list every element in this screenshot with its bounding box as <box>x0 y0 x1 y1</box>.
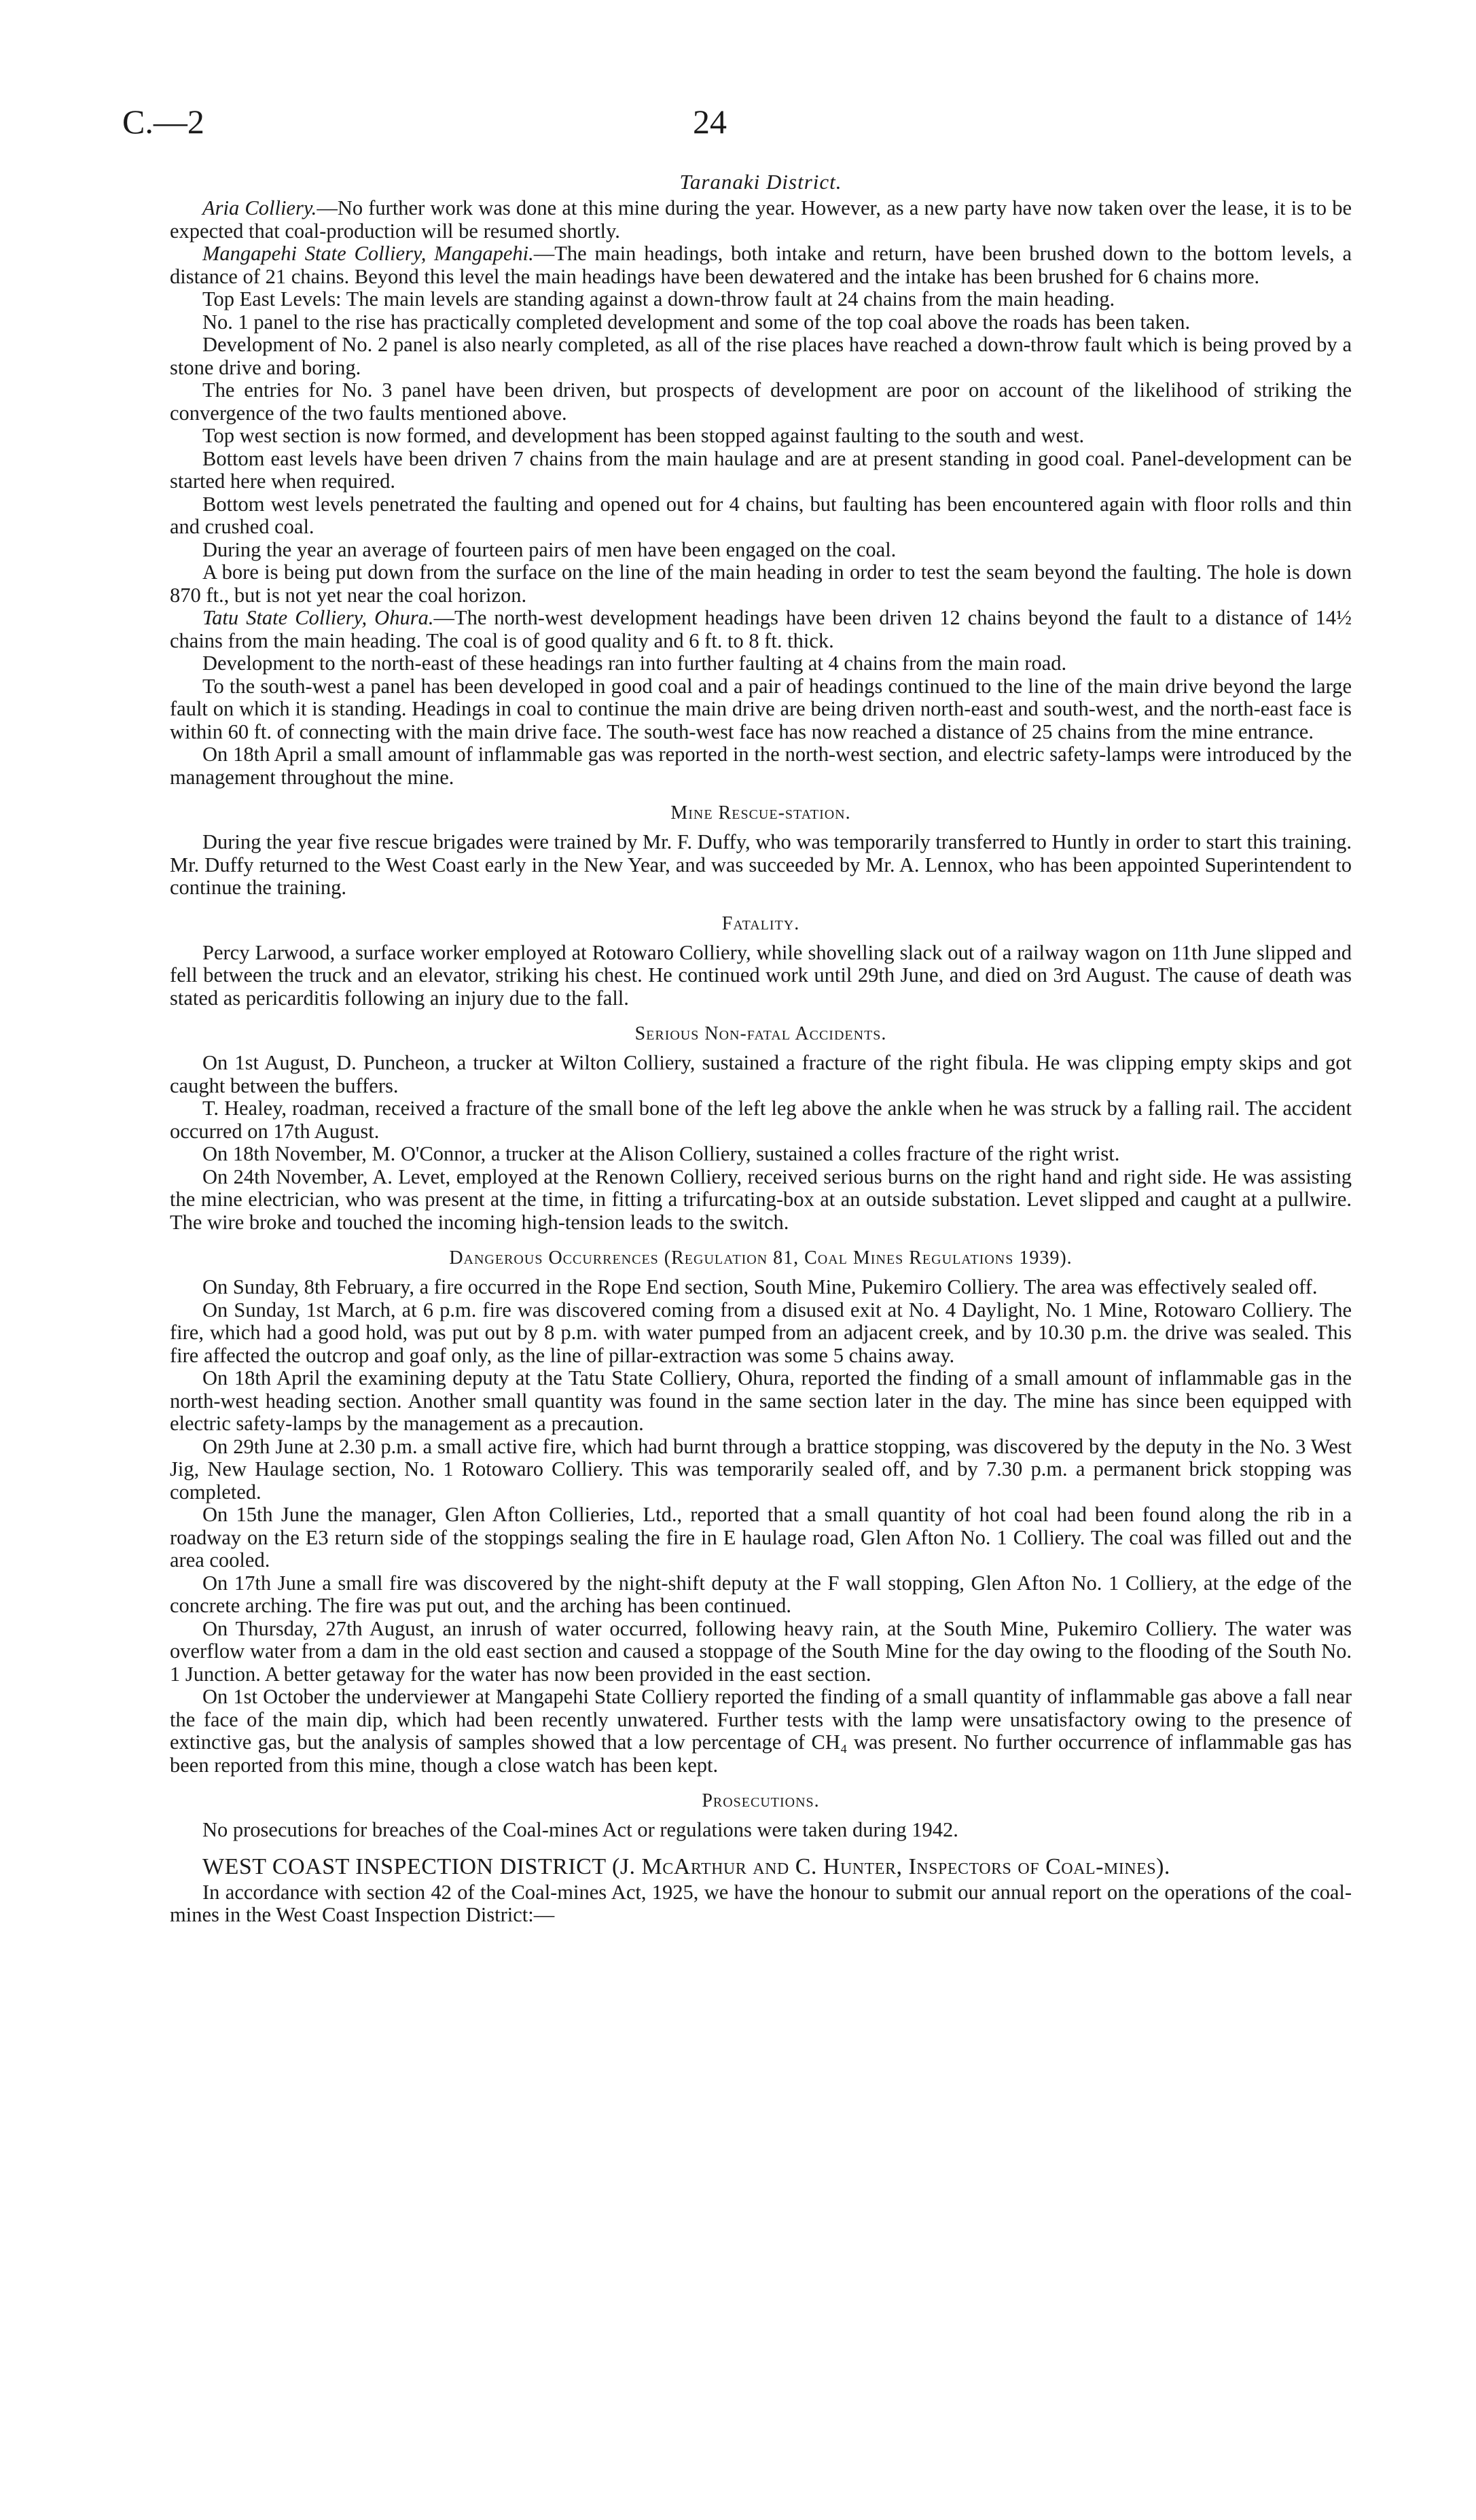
west-coast-section <box>170 1881 1352 1927</box>
west-coast-heading-main: WEST COAST INSPECTION DISTRICT <box>202 1853 606 1879</box>
paragraph-text: No prosecutions for breaches of the Coal-mines Act or regulations were taken during 1942. <box>202 1818 958 1841</box>
paragraph-text: In accordance with section 42 of the Coal-mines Act, 1925, we have the honour to submit our annual report on the operations of the coal-mines in the West Coast Inspection District:— <box>170 1880 1352 1926</box>
paragraph-text: On 1st August, D. Puncheon, a trucker at Wilton Colliery, sustained a fracture of the right fibula. He was clipping empty skips and got caught between the buffers. <box>170 1051 1352 1097</box>
paragraph-text: On 18th April a small amount of inflammable gas was reported in the north-west section, and electric safety-lamps were introduced by the management throughout the mine. <box>170 743 1352 789</box>
paragraph <box>170 425 1352 448</box>
paragraph-text: On 24th November, A. Levet, employed at the Renown Colliery, received serious burns on the right hand and right side. He was assisting the mine electrician, who was present at the time, in fitting a trifurcating-box at an outside substation. Levet slipped and caught at a pullwire. The wire broke and touched the incoming high-tension leads to the switch. <box>170 1165 1352 1234</box>
section-heading-west-coast <box>170 1854 1352 1880</box>
paragraph-text: —No further work was done at this mine during the year. However, as a new party have now taken over the lease, it is to be expected that coal-production will be resumed shortly. <box>170 196 1352 243</box>
paragraph <box>170 243 1352 288</box>
paragraph-text: —The main headings, both intake and return, have been brushed down to the bottom levels, a distance of 21 chains. Beyond this level the main headings have been dewatered and the intake has been brushed for 6 chains more. <box>170 242 1352 288</box>
paragraph <box>170 197 1352 243</box>
paragraph-text: —The north-west development headings have been driven 12 chains beyond the fault to a distance of 14½ chains from the main heading. The coal is of good quality and 6 ft. to 8 ft. thick. <box>170 606 1352 652</box>
paragraph <box>170 561 1352 607</box>
running-header <box>0 102 1476 149</box>
paragraph-lead: Mangapehi State Colliery, Mangapehi. <box>202 242 534 265</box>
paragraph <box>170 1097 1352 1143</box>
paragraph <box>170 1143 1352 1166</box>
paragraph-text: On Sunday, 1st March, at 6 p.m. fire was discovered coming from a disused exit at No. 4 Daylight, No. 1 Mine, Rotowaro Colliery. The fire, which had a good hold, was put out by 8 p.m. with water pumped from an adjacent creek, and by 10.30 p.m. the drive was sealed. This fire affected the outcrop and goaf only, as the line of pillar-extraction was some 5 chains away. <box>170 1298 1352 1367</box>
paragraph <box>170 675 1352 744</box>
paragraph <box>170 1504 1352 1572</box>
paragraph <box>170 539 1352 562</box>
paragraph <box>170 1686 1352 1777</box>
paragraph-text: On 18th November, M. O'Connor, a trucker at the Alison Colliery, sustained a colles fracture of the right wrist. <box>202 1142 1120 1165</box>
paragraph <box>170 288 1352 311</box>
paragraph <box>170 1052 1352 1097</box>
paragraph-text: To the south-west a panel has been developed in good coal and a pair of headings continued to the line of the main drive beyond the large fault on which it is standing. Headings in coal to continue the main drive are being driven north-east and south-west, and the north-east face is within 60 ft. of connecting with the main drive face. The south-west face has now reached a distance of 25 chains from the mine entrance. <box>170 674 1352 743</box>
dangerous-occurrences-section <box>170 1276 1352 1777</box>
paragraph <box>170 1299 1352 1368</box>
paragraph <box>170 1881 1352 1927</box>
paragraph <box>170 1436 1352 1504</box>
paragraph-text: On 1st October the underviewer at Mangapehi State Colliery reported the finding of a small quantity of inflammable gas above a fall near the face of the main dip, which had been recently unwatered. Further tests with the lamp were unsatisfactory owing to the presence of extinctive gas, but the analysis of samples showed that a low percentage of CH₄ was present. No further occurrence of inflammable gas has been reported from this mine, though a close watch has been kept. <box>170 1685 1352 1777</box>
paragraph-text: Top East Levels: The main levels are standing against a down-throw fault at 24 chains from the main heading. <box>202 287 1115 310</box>
page-body <box>170 170 1352 1927</box>
paragraph-text: On 18th April the examining deputy at the Tatu State Colliery, Ohura, reported the finding of a small amount of inflammable gas in the north-west heading section. Another small quantity was found in the same section later in the day. The mine has since been equipped with electric safety-lamps by the management as a precaution. <box>170 1366 1352 1435</box>
paragraph <box>170 652 1352 675</box>
paragraph-lead: Aria Colliery. <box>202 196 317 219</box>
paragraph <box>170 831 1352 900</box>
paragraph <box>170 448 1352 493</box>
paragraph-text: The entries for No. 3 panel have been driven, but prospects of development are poor on account of the likelihood of striking the convergence of the two faults mentioned above. <box>170 378 1352 425</box>
paragraph-text: No. 1 panel to the rise has practically completed development and some of the top coal above the roads has been taken. <box>202 310 1191 334</box>
paragraph <box>170 607 1352 652</box>
paragraph-text: On 17th June a small fire was discovered by the night-shift deputy at the F wall stopping, Glen Afton No. 1 Colliery, at the edge of the concrete arching. The fire was put out, and the arching has been continued. <box>170 1571 1352 1617</box>
fatality-section <box>170 942 1352 1010</box>
paragraph-text: A bore is being put down from the surface on the line of the main heading in order to test the seam beyond the faulting. The hole is down 870 ft., but is not yet near the coal horizon. <box>170 561 1352 607</box>
taranaki-section <box>170 197 1352 789</box>
paragraph-text: Development to the north-east of these headings ran into further faulting at 4 chains from the main road. <box>202 652 1067 675</box>
paragraph <box>170 1276 1352 1299</box>
section-heading-taranaki: Taranaki District. <box>679 170 842 194</box>
section-heading-fatality: Fatality. <box>721 912 800 934</box>
page-number: 24 <box>693 103 727 141</box>
rescue-station-section <box>170 831 1352 900</box>
section-heading-dangerous-occurrences: Dangerous Occurrences (Regulation 81, Coal Mines Regulations 1939). <box>449 1247 1073 1268</box>
paragraph <box>170 311 1352 334</box>
section-heading-serious-accidents: Serious Non-fatal Accidents. <box>634 1023 887 1044</box>
paragraph-text: During the year five rescue brigades were trained by Mr. F. Duffy, who was temporarily transferred to Huntly in order to start this training. Mr. Duffy returned to the West Coast early in the New Year, and was succeeded by Mr. A. Lennox, who has been appointed Superintendent to continue the training. <box>170 830 1352 899</box>
paragraph <box>170 493 1352 539</box>
paragraph-text: Top west section is now formed, and development has been stopped against faulting to the south and west. <box>202 424 1085 447</box>
paragraph-text: T. Healey, roadman, received a fracture of the small bone of the left leg above the ankle when he was struck by a falling rail. The accident occurred on 17th August. <box>170 1097 1352 1143</box>
paragraph-text: On Sunday, 8th February, a fire occurred in the Rope End section, South Mine, Pukemiro Colliery. The area was effectively sealed off. <box>202 1275 1318 1298</box>
serious-accidents-section <box>170 1052 1352 1234</box>
paragraph-text: On 29th June at 2.30 p.m. a small active fire, which had burnt through a brattice stopping, was discovered by the deputy in the No. 3 West Jig, New Haulage section, No. 1 Rotowaro Colliery. This was temporarily sealed off, and by 7.30 p.m. a permanent brick stopping was completed. <box>170 1434 1352 1504</box>
paragraph <box>170 1572 1352 1618</box>
paragraph <box>170 1367 1352 1436</box>
section-heading-rescue-station: Mine Rescue-station. <box>670 802 851 823</box>
paragraph <box>170 743 1352 789</box>
paragraph-text: Bottom east levels have been driven 7 chains from the main haulage and are at present standing in good coal. Panel-development can be started here when required. <box>170 446 1352 493</box>
paragraph-text: During the year an average of fourteen pairs of men have been engaged on the coal. <box>202 537 897 561</box>
paragraph-text: On Thursday, 27th August, an inrush of water occurred, following heavy rain, at the South Mine, Pukemiro Colliery. The water was overflow water from a dam in the old east section and caused a stoppage of the South Mine for the day owing to the flooding of the South No. 1 Junction. A better getaway for the water has now been provided in the east section. <box>170 1616 1352 1686</box>
section-heading-prosecutions: Prosecutions. <box>702 1790 820 1811</box>
west-coast-heading-inspectors: (J. McArthur and C. Hunter, Inspectors of Coal-mines). <box>612 1853 1170 1879</box>
paragraph-text: Development of No. 2 panel is also nearly completed, as all of the rise places have reached a down-throw fault which is being proved by a stone drive and boring. <box>170 333 1352 379</box>
paragraph <box>170 1618 1352 1686</box>
paragraph-text: Percy Larwood, a surface worker employed at Rotowaro Colliery, while shovelling slack out of a railway wagon on 11th June slipped and fell between the truck and an elevator, striking his chest. He continued work until 29th June, and died on 3rd August. The cause of death was stated as pericarditis following an injury due to the fall. <box>170 940 1352 1010</box>
paragraph-lead: Tatu State Colliery, Ohura. <box>202 606 434 629</box>
paragraph-text: Bottom west levels penetrated the faulting and opened out for 4 chains, but faulting has been encountered again with floor rolls and thin and crushed coal. <box>170 492 1352 538</box>
paragraph <box>170 1166 1352 1235</box>
prosecutions-section <box>170 1819 1352 1842</box>
paragraph-text: On 15th June the manager, Glen Afton Collieries, Ltd., reported that a small quantity of hot coal had been found along the rib in a roadway on the E3 return side of the stoppings sealing the fire in E haulage road, Glen Afton No. 1 Colliery. The coal was filled out and the area cooled. <box>170 1503 1352 1572</box>
paragraph <box>170 379 1352 425</box>
page-reference: C.—2 <box>122 103 204 141</box>
paragraph <box>170 334 1352 379</box>
paragraph <box>170 1819 1352 1842</box>
paragraph <box>170 942 1352 1010</box>
